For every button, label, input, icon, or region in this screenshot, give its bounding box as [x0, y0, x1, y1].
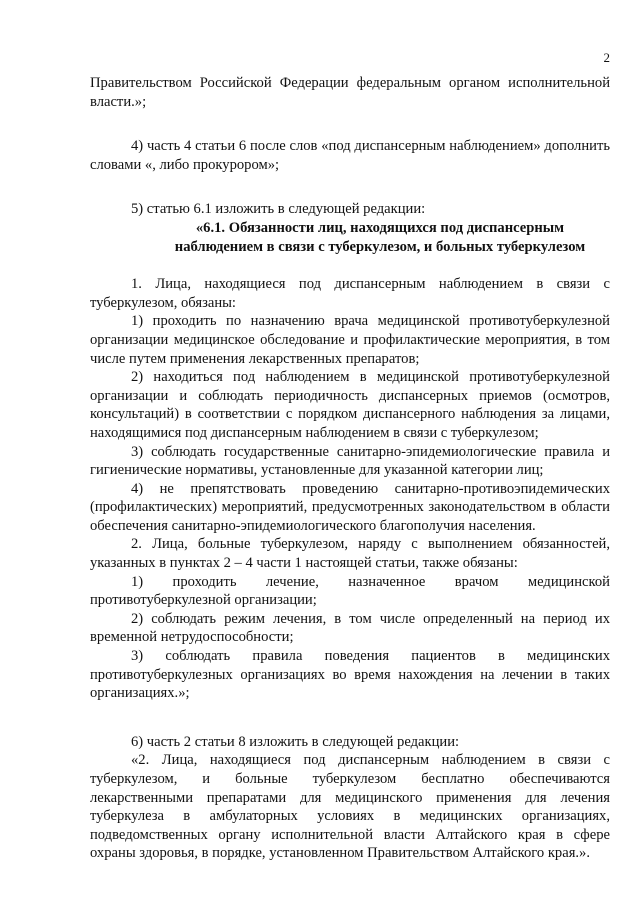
article-8-part-2: «2. Лица, находящиеся под диспансерным наблюдением в связи с туберкулезом, и больные туберкулезом бесплатно обеспечиваются лекарственными препаратами для медицинского применения для лечения туберкулеза в амбулаторных условиях в медицинских организациях, подведомственных органу исполнительной власти Алтайского края в сфере охраны здоровья, в порядке, установленном Правительством Алтайского края.».: [90, 752, 610, 862]
article-6-1-part-1: 1. Лица, находящиеся под диспансерным наблюдением в связи с туберкулезом, обязаны:: [90, 276, 610, 311]
paragraph-continuation: Правительством Российской Федерации федеральным органом исполнительной власти.»;: [90, 75, 610, 110]
item-5-paragraph: 5) статью 6.1 изложить в следующей редакции:: [131, 201, 426, 218]
article-6-1-part-2: 2. Лица, больные туберкулезом, наряду с выполнением обязанностей, указанных в пунктах 2 – 4 части 1 настоящей статьи, также обязаны:: [90, 536, 610, 572]
part-2-item-3: 3) соблюдать правила поведения пациентов в медицинских противотуберкулезных организациях во время нахождения на лечении в таких организациях.»;: [90, 648, 610, 702]
article-6-1-number: «6.1.: [195, 219, 229, 236]
part-1-item-2: 2) находиться под наблюдением в медицинской противотуберкулезной организации и соблюдать периодичность диспансерных приемов (осмотров, консультаций) в соответствии с порядком диспансерного наблюдения за лицами, находящимися под диспансерным наблюдением в связи с туберкулезом;: [90, 369, 610, 441]
item-6-paragraph: 6) часть 2 статьи 8 изложить в следующей редакции:: [131, 733, 460, 750]
article-6-1-heading: [90, 219, 610, 256]
part-1-item-3: 3) соблюдать государственные санитарно-эпидемиологические правила и гигиенические нормативы, установленные для указанной категории лиц;: [90, 443, 610, 479]
part-1-item-4: 4) не препятствовать проведению санитарно-противоэпидемических (профилактических) мероприятий, предусмотренных законодательством в области обеспечения санитарно-эпидемиологического благополучия населения.: [90, 480, 610, 534]
document-body: [90, 74, 610, 863]
item-4-paragraph: 4) часть 4 статьи 6 после слов «под диспансерным наблюдением» дополнить словами «, либо прокурором»;: [90, 138, 610, 173]
part-2-item-2: 2) соблюдать режим лечения, в том числе определенный на период их временной нетрудоспособности;: [90, 610, 610, 646]
part-2-item-1: 1) проходить лечение, назначенное врачом медицинской противотуберкулезной организации;: [90, 573, 610, 609]
page-number: 2: [603, 50, 610, 65]
part-1-item-1: 1) проходить по назначению врача медицинской противотуберкулезной организации медицинское обследование и профилактические мероприятия, в том числе путем применения лекарственных препаратов;: [90, 313, 610, 367]
article-6-1-title: Обязанности лиц, находящихся под диспансерным наблюдением в связи с туберкулезом, и больных туберкулезом: [174, 219, 586, 255]
